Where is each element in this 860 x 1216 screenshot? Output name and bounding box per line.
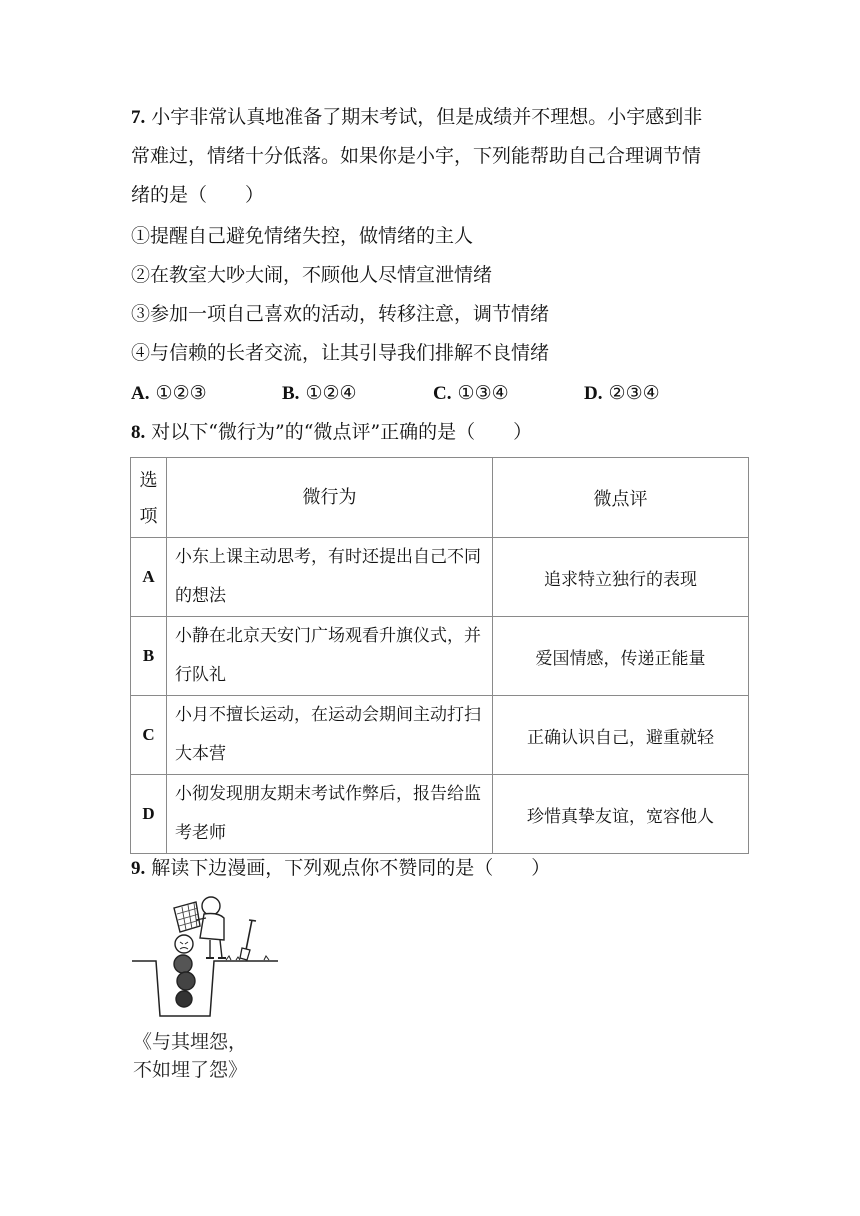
row-behavior: 小东上课主动思考，有时还提出自己不同的想法 (167, 538, 493, 617)
row-comment: 追求特立独行的表现 (493, 538, 749, 617)
row-option: B (131, 617, 167, 696)
q7-statement-3: ③参加一项自己喜欢的活动，转移注意，调节情绪 (131, 303, 550, 325)
row-option: A (131, 538, 167, 617)
q7-stem-line-1: 7. 小宇非常认真地准备了期末考试，但是成绩并不理想。小宇感到非 (131, 106, 703, 128)
cartoon-caption-line-1: 《与其埋怨， (133, 1031, 248, 1053)
header-comment: 微点评 (493, 458, 749, 538)
row-option: C (131, 696, 167, 775)
q7-option-b: B. ①②④ (282, 382, 357, 404)
shovel (240, 920, 256, 960)
q9-number: 9. (131, 858, 146, 879)
table-header-row (131, 458, 749, 538)
header-behavior: 微行为 (167, 458, 493, 538)
q7-stem-line-3: 绪的是（ ） (131, 184, 265, 206)
q7-options (131, 380, 731, 406)
q7-option-a: A. ①②③ (131, 382, 207, 404)
basket (174, 902, 200, 932)
row-comment: 珍惜真挚友谊，宽容他人 (493, 775, 749, 854)
q9-stem: 9. 解读下边漫画，下列观点你不赞同的是（ ） (131, 857, 551, 879)
q7-statement-1: ①提醒自己避免情绪失控，做情绪的主人 (131, 225, 474, 247)
row-option: D (131, 775, 167, 854)
row-behavior: 小静在北京天安门广场观看升旗仪式，并行队礼 (167, 617, 493, 696)
complaint-balls (174, 935, 195, 1007)
row-behavior: 小彻发现朋友期末考试作弊后，报告给监考老师 (167, 775, 493, 854)
q8-stem: 8. 对以下“微行为”的“微点评”正确的是（ ） (131, 421, 533, 443)
table-row (131, 617, 749, 696)
row-behavior: 小月不擅长运动，在运动会期间主动打扫大本营 (167, 696, 493, 775)
cartoon-caption-line-2: 不如埋了怨》 (133, 1059, 248, 1081)
row-comment: 正确认识自己，避重就轻 (493, 696, 749, 775)
q7-statement-2: ②在教室大吵大闹，不顾他人尽情宣泄情绪 (131, 264, 493, 286)
cartoon-illustration (128, 888, 278, 1018)
q7-stem-line-2: 常难过，情绪十分低落。如果你是小宇，下列能帮助自己合理调节情 (131, 145, 702, 167)
q7-number: 7. (131, 107, 146, 128)
table-row (131, 696, 749, 775)
person (196, 897, 226, 958)
table-row (131, 775, 749, 854)
q8-table (130, 457, 749, 854)
q8-number: 8. (131, 422, 146, 443)
header-option: 选项 (131, 458, 167, 538)
q7-statement-4: ④与信赖的长者交流，让其引导我们排解不良情绪 (131, 342, 550, 364)
q7-option-d: D. ②③④ (584, 382, 660, 404)
row-comment: 爱国情感，传递正能量 (493, 617, 749, 696)
table-row (131, 538, 749, 617)
q7-option-c: C. ①③④ (433, 382, 509, 404)
